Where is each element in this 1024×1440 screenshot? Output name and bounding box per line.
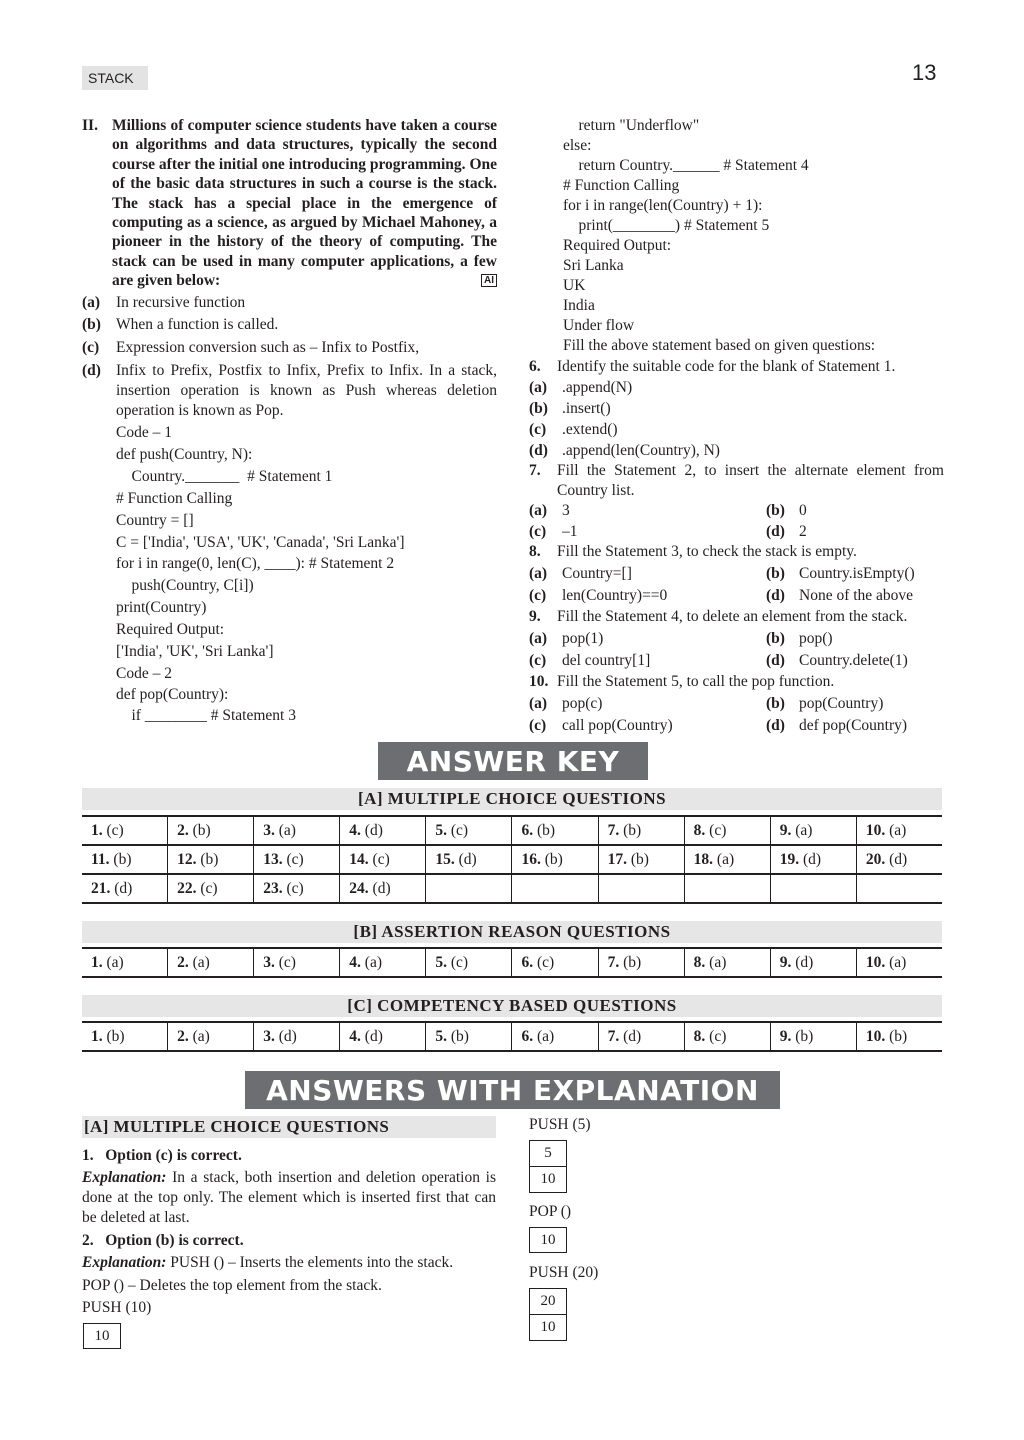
answer-value: (d) (623, 1027, 642, 1045)
answer-number: 4. (349, 953, 361, 971)
answer-value: (a) (106, 953, 124, 971)
answer-value: (b) (106, 1027, 125, 1045)
answer-cell (598, 874, 684, 903)
choice-text: 2 (799, 523, 807, 540)
choice-text: pop(1) (562, 630, 604, 647)
question-number: 10. (529, 673, 549, 690)
answer-cell (856, 948, 942, 977)
option-text: Expression conversion such as – Infix to Postfix, (116, 339, 420, 356)
code-line: # Function Calling (563, 177, 680, 194)
answer-value: (a) (795, 821, 813, 839)
question-text: Fill the Statement 2, to insert the alternate element from Country list. (557, 462, 944, 499)
answer-number: 8. (693, 1027, 706, 1045)
code-line: else: (563, 137, 592, 154)
answer-number: 1. (91, 953, 103, 971)
option-label: (d) (82, 362, 101, 379)
choice-label: (c) (529, 587, 547, 604)
option-d (82, 361, 497, 421)
answer-value: (a) (192, 953, 210, 971)
question-text: Fill the Statement 5, to call the pop function. (557, 673, 835, 690)
code-line: print(________) # Statement 5 (563, 217, 770, 234)
choice-label: (d) (766, 587, 785, 604)
answer-value: (d) (889, 850, 908, 868)
answer-cell (598, 845, 684, 874)
choice-label: (c) (529, 717, 547, 734)
answer-cell (426, 1022, 512, 1051)
answer-cell (82, 1022, 168, 1051)
choice (529, 522, 578, 542)
answer-value: (c) (106, 821, 124, 839)
answer-cell (856, 874, 942, 903)
code-line: def pop(Country): (116, 686, 229, 703)
question-number: 7. (529, 462, 541, 479)
choice (766, 564, 915, 584)
answer-cell (684, 948, 770, 977)
answer-value: (a) (192, 1027, 210, 1045)
option-text: When a function is called. (116, 316, 279, 333)
code-line: Required Output: (116, 621, 225, 638)
answer-number: 1. (91, 821, 103, 839)
answer-value: (b) (192, 821, 211, 839)
answer-cell (426, 816, 512, 845)
choice-text: .append(N) (562, 379, 633, 396)
answer-number: 14. (349, 850, 369, 868)
answer-value: (b) (795, 1027, 814, 1045)
answer-number: 5. (435, 821, 447, 839)
code-line: push(Country, C[i]) (116, 577, 254, 594)
answer-value: (a) (889, 821, 907, 839)
answer-cell (340, 948, 426, 977)
answer-value: (b) (450, 1027, 469, 1045)
question-text: Fill the Statement 3, to check the stack is empty. (557, 543, 857, 560)
choice-label: (b) (766, 630, 785, 647)
competency-heading: [C] COMPETENCY BASED QUESTIONS (82, 995, 942, 1017)
choice-text: None of the above (799, 587, 914, 604)
answer-cell (684, 1022, 770, 1051)
answer-row (82, 948, 942, 977)
answer-key-banner: ANSWER KEY (378, 742, 648, 780)
option-label: (a) (82, 294, 101, 311)
choice-text: 0 (799, 502, 807, 519)
answer-cell (598, 948, 684, 977)
code-line: UK (563, 277, 586, 294)
explanation-2-heading: 2. Option (b) is correct. (82, 1232, 244, 1249)
answer-cell (168, 845, 254, 874)
choice-text: .insert() (562, 400, 611, 417)
answer-value: (d) (364, 1027, 383, 1045)
choice-text: Country=[] (562, 565, 632, 582)
choice-text: def pop(Country) (799, 717, 908, 734)
question-number: 8. (529, 543, 541, 560)
stack-diagram-push-5 (529, 1140, 567, 1193)
answer-cell (856, 845, 942, 874)
answer-cell (512, 845, 598, 874)
answer-cell (254, 845, 340, 874)
option-c (82, 338, 497, 358)
answer-cell (340, 845, 426, 874)
answer-cell (254, 1022, 340, 1051)
stack-cell: 20 (540, 1293, 556, 1309)
mcq-heading: [A] MULTIPLE CHOICE QUESTIONS (82, 788, 942, 810)
answer-cell (856, 816, 942, 845)
option-a (82, 293, 497, 313)
answer-number: 2. (177, 953, 189, 971)
answer-number: 3. (263, 953, 275, 971)
answer-value: (b) (623, 821, 642, 839)
choice-label: (a) (529, 565, 548, 582)
choice (766, 501, 807, 521)
choice (766, 651, 908, 671)
explanation-banner: ANSWERS WITH EXPLANATION (245, 1071, 780, 1109)
answer-cell (340, 816, 426, 845)
answer-cell (512, 874, 598, 903)
choice-text: 3 (562, 502, 570, 519)
explanation-1-heading: 1. Option (c) is correct. (82, 1147, 242, 1164)
answer-value: (b) (113, 850, 132, 868)
answer-value: (c) (286, 850, 304, 868)
answer-value: (b) (200, 850, 219, 868)
choice-label: (c) (529, 523, 547, 540)
page-number: 13 (912, 60, 937, 85)
intro-paragraph (82, 116, 497, 291)
answer-cell (770, 816, 856, 845)
code-line: Required Output: (563, 237, 672, 254)
choice-label: (b) (766, 565, 785, 582)
choice-label: (b) (766, 502, 785, 519)
question-8 (529, 542, 944, 562)
answer-cell (168, 948, 254, 977)
code-line: ['India', 'UK', 'Sri Lanka'] (116, 643, 274, 660)
answer-cell (82, 874, 168, 903)
answer-number: 18. (693, 850, 714, 868)
answer-value: (d) (795, 953, 814, 971)
answer-number: 9. (779, 1027, 792, 1045)
code-line: C = ['India', 'USA', 'UK', 'Canada', 'Sri Lanka'] (116, 534, 405, 551)
choice-label: (b) (529, 400, 548, 417)
choice-text: pop(Country) (799, 695, 884, 712)
answer-number: 11. (91, 850, 110, 868)
answer-value: (c) (536, 953, 555, 971)
answer-cell (770, 845, 856, 874)
choice-text: del country[1] (562, 652, 651, 669)
choice-text: pop() (799, 630, 833, 647)
explanation-1-text (82, 1168, 496, 1228)
answer-cell (340, 874, 426, 903)
question-7 (529, 461, 944, 501)
code-line: for i in range(len(Country) + 1): (563, 197, 763, 214)
answer-number: 4. (349, 821, 361, 839)
stack-cell: 10 (530, 1314, 566, 1340)
choice-label: (a) (529, 502, 548, 519)
answer-cell (168, 874, 254, 903)
option-text: In recursive function (116, 294, 246, 311)
answer-value: (a) (716, 850, 735, 868)
explanation-body: In a stack, both insertion and deletion operation is done at the top only. The element which is inserted first that can be deleted at last. (82, 1169, 496, 1226)
answer-cell (770, 1022, 856, 1051)
pop-label: POP () (529, 1203, 572, 1220)
choice (529, 694, 602, 714)
answer-row (82, 816, 942, 845)
code-line: if ________ # Statement 3 (116, 707, 296, 724)
answer-number: 16. (521, 850, 541, 868)
question-10 (529, 672, 944, 692)
choice-text: .extend() (562, 421, 618, 438)
choice-label: (d) (766, 652, 785, 669)
answer-row (82, 1022, 942, 1051)
choice (766, 586, 913, 606)
assertion-reason-heading: [B] ASSERTION REASON QUESTIONS (82, 921, 942, 943)
answer-value: (a) (536, 1027, 555, 1045)
choice-text: len(Country)==0 (562, 587, 668, 604)
code-line: # Function Calling (116, 490, 233, 507)
answer-number: 8. (693, 953, 706, 971)
answer-value: (a) (278, 821, 296, 839)
option-label: (c) (82, 339, 100, 356)
choice (529, 586, 667, 606)
choice-label: (b) (766, 695, 785, 712)
option-label: (b) (82, 316, 101, 333)
code-line: Fill the above statement based on given questions: (563, 337, 876, 354)
choice-label: (d) (766, 717, 785, 734)
choice-label: (a) (529, 695, 548, 712)
answer-number: 9. (779, 953, 792, 971)
answer-number: 12. (177, 850, 197, 868)
explanation-2-line: POP () – Deletes the top element from the stack. (82, 1277, 382, 1294)
question-text: Fill the Statement 4, to delete an element from the stack. (557, 608, 908, 625)
choice (529, 651, 650, 671)
mcq-answer-table (82, 815, 942, 904)
answer-number: 1. (91, 1027, 103, 1045)
answer-cell (512, 1022, 598, 1051)
explanation-label: Explanation: (82, 1254, 167, 1271)
choice-text: pop(c) (562, 695, 603, 712)
choice (529, 420, 618, 440)
explanation-label: Explanation: (82, 1169, 167, 1186)
option-b (82, 315, 497, 335)
answer-cell (82, 845, 168, 874)
question-text: Identify the suitable code for the blank of Statement 1. (557, 358, 896, 375)
answer-value: (d) (278, 1027, 297, 1045)
code-line: Under flow (563, 317, 635, 334)
choice-text: –1 (562, 523, 578, 540)
answer-value: (d) (803, 850, 822, 868)
answer-value: (d) (372, 879, 391, 897)
answer-cell (684, 816, 770, 845)
question-number: 9. (529, 608, 541, 625)
answer-number: 6. (521, 821, 534, 839)
choice-text: Country.delete(1) (799, 652, 908, 669)
choice (529, 629, 603, 649)
answer-cell (254, 874, 340, 903)
choice-label: (c) (529, 652, 547, 669)
code-line: print(Country) (116, 599, 207, 616)
answer-number: 15. (435, 850, 455, 868)
answer-cell (856, 1022, 942, 1051)
answer-value: (d) (458, 850, 477, 868)
choice (529, 399, 611, 419)
answer-cell (82, 948, 168, 977)
intro-number: II. (82, 117, 98, 134)
answer-cell (598, 816, 684, 845)
answer-value: (b) (544, 850, 563, 868)
push-10-label: PUSH (10) (82, 1299, 152, 1316)
choice (529, 564, 632, 584)
answer-cell (512, 948, 598, 977)
code-line: return "Underflow" (563, 117, 700, 134)
competency-table (82, 1021, 942, 1052)
answer-number: 8. (693, 821, 706, 839)
answer-value: (d) (114, 879, 133, 897)
answer-number: 6. (521, 953, 534, 971)
answer-cell (770, 948, 856, 977)
answer-cell (684, 874, 770, 903)
answer-number: 7. (607, 953, 620, 971)
answer-number: 23. (263, 879, 283, 897)
explanation-2-text (82, 1253, 496, 1273)
choice (766, 629, 833, 649)
push-20-label: PUSH (20) (529, 1264, 599, 1281)
answer-cell (770, 874, 856, 903)
choice (529, 501, 570, 521)
choice-text: call pop(Country) (562, 717, 673, 734)
choice (529, 716, 673, 736)
answer-value: (c) (286, 879, 304, 897)
answer-number: 4. (349, 1027, 361, 1045)
intro-text: Millions of computer science students have taken a course on algorithms and data structures, typically the second course after the initial one introducing programming. One of the basic data structures in such a course is the stack. The stack has a special place in the emergence of computing as a science, as argued by Michael Mahoney, a pioneer in the history of the theory of computing. The stack can be used in many computer applications, a few are given below: (112, 117, 497, 290)
answer-value: (b) (536, 821, 556, 839)
answer-number: 5. (435, 953, 447, 971)
answer-cell (512, 816, 598, 845)
answer-cell (254, 816, 340, 845)
stack-diagram-push-10: 10 (83, 1323, 121, 1349)
answer-number: 9. (779, 821, 792, 839)
code-line: Code – 2 (116, 665, 172, 682)
answer-cell (426, 845, 512, 874)
answer-number: 22. (177, 879, 197, 897)
answer-cell (168, 1022, 254, 1051)
stack-cell: 5 (544, 1145, 552, 1161)
code-line: Sri Lanka (563, 257, 624, 274)
choice-text: .append(len(Country), N) (562, 442, 720, 459)
code-line: Code – 1 (116, 424, 172, 441)
code-line: def push(Country, N): (116, 446, 253, 463)
ai-badge-icon: AI (481, 274, 497, 287)
answer-value: (c) (709, 821, 727, 839)
answer-number: 7. (607, 821, 620, 839)
answer-cell (598, 1022, 684, 1051)
answer-number: 24. (349, 879, 369, 897)
answer-cell (426, 948, 512, 977)
answer-cell (168, 816, 254, 845)
question-number: 6. (529, 358, 541, 375)
choice (766, 522, 807, 542)
choice-label: (c) (529, 421, 547, 438)
answer-number: 21. (91, 879, 111, 897)
answer-cell (340, 1022, 426, 1051)
answer-number: 5. (435, 1027, 447, 1045)
answer-value: (a) (709, 953, 727, 971)
code-line: India (563, 297, 595, 314)
explanation-body: PUSH () – Inserts the elements into the stack. (166, 1254, 454, 1271)
stack-diagram-push-20 (529, 1288, 567, 1341)
question-9 (529, 607, 944, 627)
answer-number: 10. (865, 953, 886, 971)
answer-number: 19. (779, 850, 800, 868)
answer-number: 17. (607, 850, 627, 868)
answer-value: (c) (278, 953, 296, 971)
answer-number: 7. (607, 1027, 620, 1045)
choice (766, 716, 907, 736)
choice-label: (d) (766, 523, 785, 540)
push-5-label: PUSH (5) (529, 1116, 591, 1133)
code-line: for i in range(0, len(C), ____): # Statement 2 (116, 555, 395, 572)
choice (766, 694, 883, 714)
choice-label: (d) (529, 442, 548, 459)
stack-diagram-pop: 10 (529, 1227, 567, 1253)
answer-value: (c) (450, 821, 469, 839)
section-tag: STACK (82, 66, 148, 90)
answer-value: (b) (889, 1027, 908, 1045)
answer-number: 13. (263, 850, 283, 868)
answer-number: 3. (263, 1027, 275, 1045)
answer-number: 10. (865, 821, 886, 839)
answer-value: (c) (372, 850, 390, 868)
code-line: Country = [] (116, 512, 194, 529)
explanation-subheading: [A] MULTIPLE CHOICE QUESTIONS (82, 1116, 496, 1138)
choice-text: Country.isEmpty() (799, 565, 915, 582)
answer-number: 6. (521, 1027, 534, 1045)
answer-number: 20. (865, 850, 886, 868)
answer-value: (d) (364, 821, 383, 839)
answer-cell (254, 948, 340, 977)
choice-label: (a) (529, 379, 548, 396)
assertion-reason-table (82, 947, 942, 978)
answer-value: (c) (450, 953, 469, 971)
answer-number: 2. (177, 821, 189, 839)
answer-number: 3. (263, 821, 275, 839)
answer-number: 2. (177, 1027, 189, 1045)
answer-cell (684, 845, 770, 874)
answer-value: (c) (200, 879, 218, 897)
code-line: return Country.______ # Statement 4 (563, 157, 809, 174)
stack-cell: 10 (530, 1166, 566, 1192)
code-line: Country._______ # Statement 1 (116, 468, 333, 485)
answer-cell (82, 816, 168, 845)
option-text: Infix to Prefix, Postfix to Infix, Prefix to Infix. In a stack, insertion operation is known as Push whereas deletion operation is known as Pop. (116, 362, 497, 419)
answer-row (82, 874, 942, 903)
answer-value: (b) (630, 850, 649, 868)
question-6 (529, 357, 944, 377)
choice (529, 378, 632, 398)
answer-value: (a) (364, 953, 382, 971)
answer-value: (a) (889, 953, 907, 971)
choice (529, 441, 720, 461)
answer-cell (426, 874, 512, 903)
answer-value: (b) (623, 953, 642, 971)
answer-row (82, 845, 942, 874)
choice-label: (a) (529, 630, 548, 647)
answer-number: 10. (865, 1027, 886, 1045)
answer-value: (c) (709, 1027, 727, 1045)
